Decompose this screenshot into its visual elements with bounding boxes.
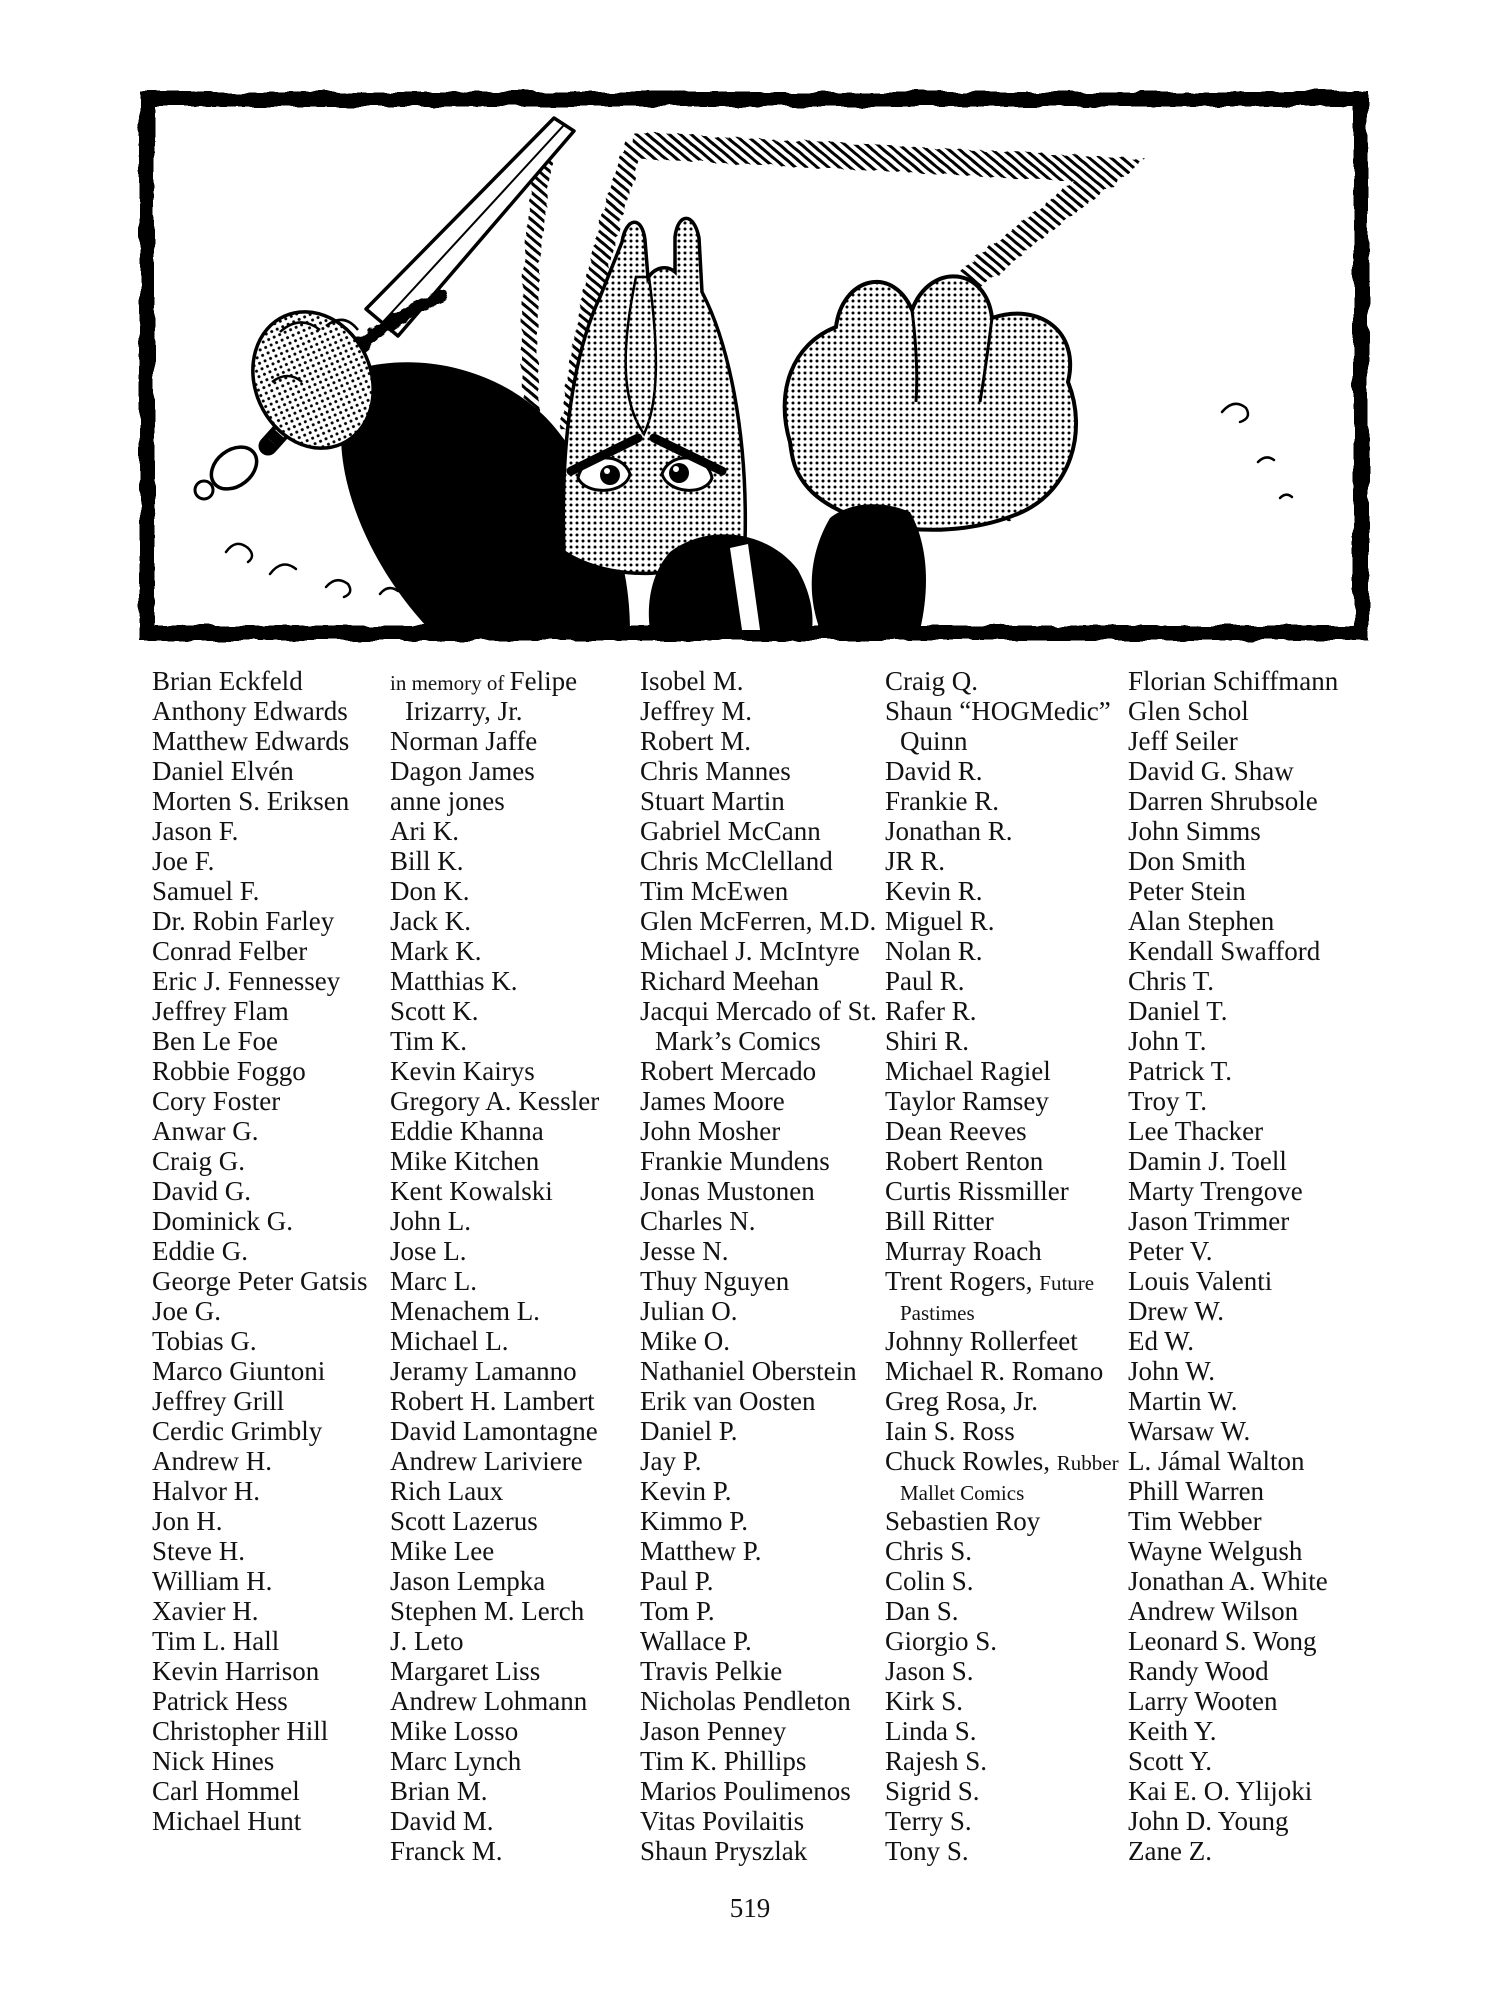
credit-name: Stephen M. Lerch	[390, 1596, 585, 1626]
credit-name: Martin W.	[1128, 1386, 1238, 1416]
credit-name: Michael L.	[390, 1326, 509, 1356]
credit-name: Pastimes	[900, 1301, 975, 1325]
credit-name: Marc L.	[390, 1266, 477, 1296]
credit-name: Mark’s Comics	[655, 1026, 821, 1056]
credit-name: Tim K. Phillips	[640, 1746, 807, 1776]
credit-name: Ben Le Foe	[152, 1026, 278, 1056]
credit-name: David G. Shaw	[1128, 756, 1294, 786]
credit-name: Jason Penney	[640, 1716, 787, 1746]
credit-name: Richard Meehan	[640, 966, 820, 996]
credit-name: Louis Valenti	[1128, 1266, 1273, 1296]
credit-name: Anthony Edwards	[152, 696, 348, 726]
credit-name: Conrad Felber	[152, 936, 308, 966]
credit-name: Alan Stephen	[1128, 906, 1275, 936]
credit-name: Craig G.	[152, 1146, 245, 1176]
credit-name: Tom P.	[640, 1596, 715, 1626]
comic-panel-illustration	[130, 82, 1378, 650]
credit-name: Andrew H.	[152, 1446, 272, 1476]
credit-name: Chris Mannes	[640, 756, 791, 786]
credit-name: Jonas Mustonen	[640, 1176, 815, 1206]
credit-name: Eddie Khanna	[390, 1116, 544, 1146]
credit-name: Isobel M.	[640, 666, 744, 696]
credit-name: Xavier H.	[152, 1596, 259, 1626]
credit-name: Chris S.	[885, 1536, 973, 1566]
credit-name: Joe F.	[152, 846, 215, 876]
credit-name: Franck M.	[390, 1836, 503, 1866]
credit-name: Keith Y.	[1128, 1716, 1217, 1746]
credit-name: Terry S.	[885, 1806, 972, 1836]
credit-name: Quinn	[900, 726, 968, 756]
credit-name: Nolan R.	[885, 936, 983, 966]
credit-name: Rajesh S.	[885, 1746, 988, 1776]
credit-name: Matthew P.	[640, 1536, 762, 1566]
credit-name: Brian Eckfeld	[152, 666, 303, 696]
credit-name: Scott Y.	[1128, 1746, 1213, 1776]
credit-name: John T.	[1128, 1026, 1207, 1056]
credit-name: Robert Renton	[885, 1146, 1044, 1176]
credit-name: Jason F.	[152, 816, 239, 846]
credit-name: James Moore	[640, 1086, 785, 1116]
credit-name: Matthias K.	[390, 966, 518, 996]
credit-name: Johnny Rollerfeet	[885, 1326, 1078, 1356]
credit-name: David G.	[152, 1176, 251, 1206]
credit-name: Mike Losso	[390, 1716, 519, 1746]
credit-name: Taylor Ramsey	[885, 1086, 1049, 1116]
credit-name: Michael J. McIntyre	[640, 936, 860, 966]
credit-name: Christopher Hill	[152, 1716, 329, 1746]
credit-name: Patrick Hess	[152, 1686, 288, 1716]
credit-name: Scott Lazerus	[390, 1506, 538, 1536]
credit-name: William H.	[152, 1566, 273, 1596]
credit-name: Murray Roach	[885, 1236, 1042, 1266]
credit-name: Lee Thacker	[1128, 1116, 1264, 1146]
credit-name: Kimmo P.	[640, 1506, 749, 1536]
credit-name: Julian O.	[640, 1296, 738, 1326]
credit-name: Jose L.	[390, 1236, 467, 1266]
credit-name: Vitas Povilaitis	[640, 1806, 805, 1836]
credit-name: Kai E. O. Ylijoki	[1128, 1776, 1313, 1806]
credit-name: Miguel R.	[885, 906, 995, 936]
credit-name: Wallace P.	[640, 1626, 752, 1656]
credit-name: Irizarry, Jr.	[405, 696, 523, 726]
credit-name: Jeff Seiler	[1128, 726, 1238, 756]
credit-name: John L.	[390, 1206, 471, 1236]
credit-name: Mike Kitchen	[390, 1146, 540, 1176]
credit-name: J. Leto	[390, 1626, 464, 1656]
credit-name: Rich Laux	[390, 1476, 504, 1506]
credit-name: Marty Trengove	[1128, 1176, 1303, 1206]
credit-name: Cory Foster	[152, 1086, 281, 1116]
credits-column-1	[152, 666, 414, 1836]
credit-name: John Simms	[1128, 816, 1261, 846]
credits-column-4	[885, 666, 1147, 1866]
credit-name: Gregory A. Kessler	[390, 1086, 600, 1116]
credit-name: Warsaw W.	[1128, 1416, 1251, 1446]
credit-name: Trent Rogers, Future	[885, 1266, 1095, 1296]
credit-name: Robert M.	[640, 726, 751, 756]
credit-name: Joe G.	[152, 1296, 221, 1326]
credit-name: John D. Young	[1128, 1806, 1289, 1836]
credit-name: Jason S.	[885, 1656, 974, 1686]
credit-name: Eric J. Fennessey	[152, 966, 341, 996]
credit-name: Kevin Kairys	[390, 1056, 535, 1086]
credit-name: Jon H.	[152, 1506, 223, 1536]
credit-name: Tony S.	[885, 1836, 969, 1866]
credit-name: Menachem L.	[390, 1296, 540, 1326]
credit-name: Gabriel McCann	[640, 816, 821, 846]
credit-name: Jay P.	[640, 1446, 702, 1476]
credit-name: Larry Wooten	[1128, 1686, 1278, 1716]
credit-name: Jason Trimmer	[1128, 1206, 1290, 1236]
credit-name: Daniel Elvén	[152, 756, 294, 786]
credit-name: Paul P.	[640, 1566, 714, 1596]
credit-name: Chris T.	[1128, 966, 1215, 996]
credit-name: Dagon James	[390, 756, 535, 786]
credit-name: David M.	[390, 1806, 494, 1836]
credit-name: John Mosher	[640, 1116, 781, 1146]
credit-name: Darren Shrubsole	[1128, 786, 1318, 816]
credits-column-5	[1128, 666, 1390, 1866]
credit-name: Samuel F.	[152, 876, 260, 906]
credit-name: Troy T.	[1128, 1086, 1208, 1116]
credit-name: Scott K.	[390, 996, 479, 1026]
credit-name: Charles N.	[640, 1206, 756, 1236]
credit-name: Matthew Edwards	[152, 726, 350, 756]
credit-name: Jonathan A. White	[1128, 1566, 1328, 1596]
credit-name: Norman Jaffe	[390, 726, 538, 756]
credit-name: John W.	[1128, 1356, 1216, 1386]
credit-name: Travis Pelkie	[640, 1656, 783, 1686]
credit-name: David Lamontagne	[390, 1416, 598, 1446]
credit-name: Curtis Rissmiller	[885, 1176, 1069, 1206]
credit-name: Don K.	[390, 876, 470, 906]
credit-name: Craig Q.	[885, 666, 978, 696]
credit-name: Stuart Martin	[640, 786, 785, 816]
credit-name: Robert H. Lambert	[390, 1386, 595, 1416]
credit-name: Jeffrey Flam	[152, 996, 289, 1026]
credit-name: Dr. Robin Farley	[152, 906, 335, 936]
credit-name: Bill K.	[390, 846, 464, 876]
credit-name: Jonathan R.	[885, 816, 1013, 846]
credit-name: Ed W.	[1128, 1326, 1195, 1356]
credit-name: Patrick T.	[1128, 1056, 1232, 1086]
credit-name: Tim K.	[390, 1026, 468, 1056]
credit-name: Ari K.	[390, 816, 459, 846]
credit-name: Shaun “HOGMedic”	[885, 696, 1111, 726]
credits-column-3	[640, 666, 902, 1866]
credit-name: Tobias G.	[152, 1326, 257, 1356]
credit-name: Michael Hunt	[152, 1806, 302, 1836]
credits-column-2	[390, 666, 652, 1866]
credit-name: Andrew Wilson	[1128, 1596, 1299, 1626]
credit-name: Frankie Mundens	[640, 1146, 830, 1176]
credit-name: Giorgio S.	[885, 1626, 998, 1656]
credit-name: David R.	[885, 756, 983, 786]
credit-name: Sebastien Roy	[885, 1506, 1041, 1536]
credit-name: Iain S. Ross	[885, 1416, 1015, 1446]
credit-name: Peter V.	[1128, 1236, 1213, 1266]
credit-name: Jacqui Mercado of St.	[640, 996, 877, 1026]
credit-name: Tim L. Hall	[152, 1626, 280, 1656]
credit-name: Brian M.	[390, 1776, 488, 1806]
credit-name: Morten S. Eriksen	[152, 786, 350, 816]
credit-name: Colin S.	[885, 1566, 974, 1596]
credit-name: Marios Poulimenos	[640, 1776, 851, 1806]
credit-name: Daniel P.	[640, 1416, 738, 1446]
credit-name: Tim McEwen	[640, 876, 789, 906]
credit-name: Wayne Welgush	[1128, 1536, 1303, 1566]
credit-name: Robert Mercado	[640, 1056, 817, 1086]
credit-name: Paul R.	[885, 966, 965, 996]
credit-name: Nick Hines	[152, 1746, 275, 1776]
credit-name: Erik van Oosten	[640, 1386, 816, 1416]
credit-name: Mark K.	[390, 936, 482, 966]
credit-name: Dan S.	[885, 1596, 959, 1626]
credit-name: Sigrid S.	[885, 1776, 980, 1806]
credit-name: L. Jámal Walton	[1128, 1446, 1305, 1476]
credit-name: Florian Schiffmann	[1128, 666, 1339, 696]
credit-name: Andrew Lohmann	[390, 1686, 588, 1716]
glove-hand	[785, 276, 1076, 630]
credit-name: Jack K.	[390, 906, 471, 936]
credit-name: Marc Lynch	[390, 1746, 522, 1776]
credit-name: Glen Schol	[1128, 696, 1249, 726]
credit-name: Jeffrey M.	[640, 696, 752, 726]
credit-name: Eddie G.	[152, 1236, 248, 1266]
credit-name: Don Smith	[1128, 846, 1246, 876]
credit-name: Chris McClelland	[640, 846, 833, 876]
credit-name: Damin J. Toell	[1128, 1146, 1287, 1176]
credit-name: Randy Wood	[1128, 1656, 1269, 1686]
credit-name: Peter Stein	[1128, 876, 1246, 906]
credit-name: Steve H.	[152, 1536, 245, 1566]
credit-name: Shaun Pryszlak	[640, 1836, 808, 1866]
credit-name: Tim Webber	[1128, 1506, 1262, 1536]
credit-name: Glen McFerren, M.D.	[640, 906, 877, 936]
credit-name: in memory of Felipe	[390, 666, 578, 696]
credit-name: Jeffrey Grill	[152, 1386, 285, 1416]
credit-name: Nicholas Pendleton	[640, 1686, 851, 1716]
credit-name: Mallet Comics	[900, 1481, 1025, 1505]
credit-name: Daniel T.	[1128, 996, 1228, 1026]
credit-name: JR R.	[885, 846, 946, 876]
credit-name: Zane Z.	[1128, 1836, 1212, 1866]
credit-name: George Peter Gatsis	[152, 1266, 368, 1296]
credit-name: Bill Ritter	[885, 1206, 994, 1236]
credit-name: Anwar G.	[152, 1116, 259, 1146]
credit-name: Chuck Rowles, Rubber	[885, 1446, 1119, 1476]
credit-name: Jason Lempka	[390, 1566, 546, 1596]
credit-name: Kirk S.	[885, 1686, 964, 1716]
credit-name: Kendall Swafford	[1128, 936, 1321, 966]
credit-name: Andrew Lariviere	[390, 1446, 583, 1476]
credit-name: Leonard S. Wong	[1128, 1626, 1317, 1656]
credit-name: Drew W.	[1128, 1296, 1224, 1326]
credit-name: Dean Reeves	[885, 1116, 1027, 1146]
credit-name: Frankie R.	[885, 786, 999, 816]
credit-name: Rafer R.	[885, 996, 977, 1026]
credit-name: Cerdic Grimbly	[152, 1416, 323, 1446]
credit-name: Kent Kowalski	[390, 1176, 553, 1206]
credit-name: Michael R. Romano	[885, 1356, 1104, 1386]
credit-name: Michael Ragiel	[885, 1056, 1051, 1086]
credit-name: Shiri R.	[885, 1026, 970, 1056]
credit-name: Kevin P.	[640, 1476, 732, 1506]
page-number: 519	[729, 1893, 771, 1923]
credit-name: Jeramy Lamanno	[390, 1356, 577, 1386]
credit-name: Jesse N.	[640, 1236, 729, 1266]
credit-name: Carl Hommel	[152, 1776, 300, 1806]
credit-name: Linda S.	[885, 1716, 977, 1746]
credit-name: Margaret Liss	[390, 1656, 541, 1686]
credit-name: Dominick G.	[152, 1206, 293, 1236]
credit-name: Robbie Foggo	[152, 1056, 306, 1086]
credit-name: Kevin R.	[885, 876, 983, 906]
credit-name: Mike Lee	[390, 1536, 495, 1566]
credit-name: Thuy Nguyen	[640, 1266, 790, 1296]
credit-name: Greg Rosa, Jr.	[885, 1386, 1038, 1416]
credit-name: Kevin Harrison	[152, 1656, 320, 1686]
credit-name: Mike O.	[640, 1326, 730, 1356]
credit-name: Phill Warren	[1128, 1476, 1265, 1506]
credit-name: Marco Giuntoni	[152, 1356, 326, 1386]
credit-name: Nathaniel Oberstein	[640, 1356, 857, 1386]
credit-name: anne jones	[390, 786, 505, 816]
credit-name: Halvor H.	[152, 1476, 260, 1506]
